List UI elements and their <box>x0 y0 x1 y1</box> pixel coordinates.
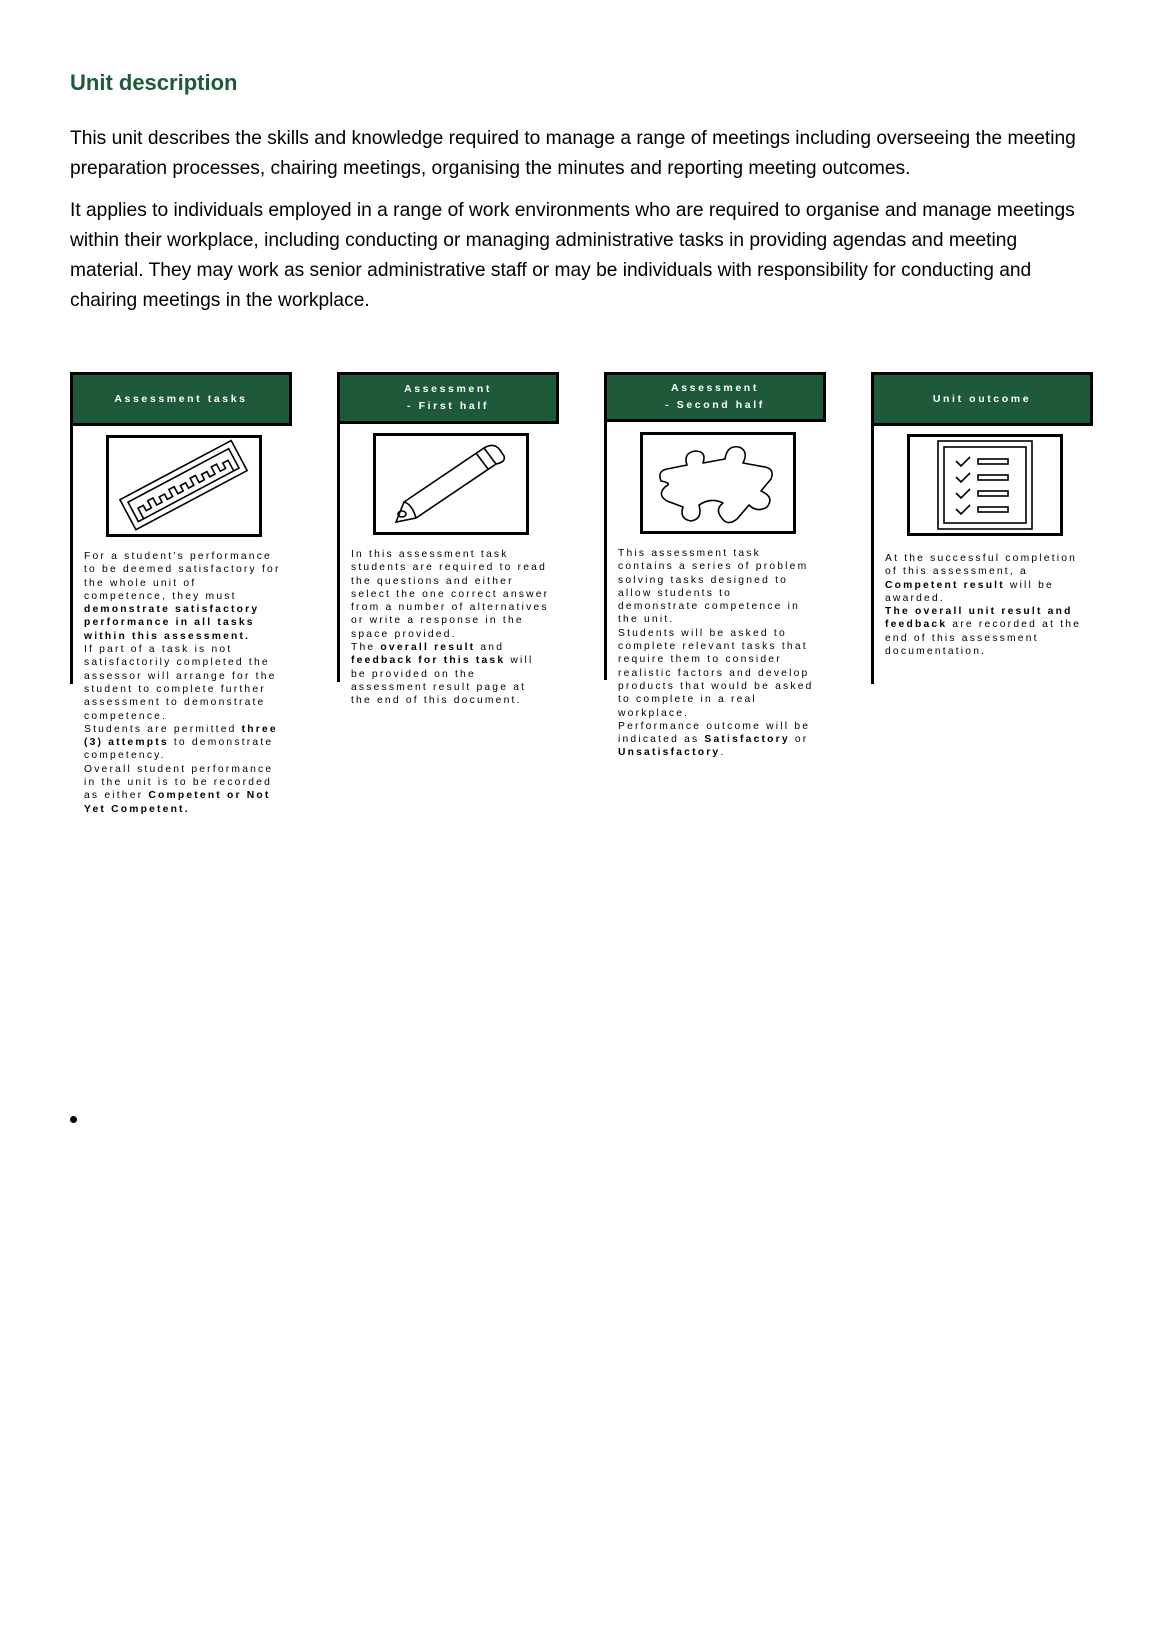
intro-paragraph-2: It applies to individuals employed in a range of work environments who are required to organise and manage meetings within their workplace, including conducting or managing administrative tasks in providing agendas and meeting material. They may work as senior administrative staff or may be individuals with responsibility for conducting and chairing meetings in the workplace. <box>70 200 1075 311</box>
column-paragraph <box>84 723 284 763</box>
body-text: will be awarded. <box>885 579 1054 604</box>
body-text: If part of a task is not satisfactorily completed the assessor will arrange for the student to complete further assessment to demonstrate competence. <box>84 644 277 722</box>
column-paragraph <box>84 550 284 643</box>
body-text: and <box>475 642 505 654</box>
body-text: are recorded at the end of this assessment documentation. <box>885 619 1082 658</box>
body-text: For a student’s performance to be deemed satisfactory for the whole unit of competence, they must <box>84 551 281 602</box>
column-header <box>604 372 826 422</box>
checklist-icon <box>907 434 1063 536</box>
intro-paragraph-1: This unit describes the skills and knowledge required to manage a range of meetings including overseeing the meeting preparation processes, chairing meetings, organising the minutes and reporting meeting outcomes. <box>70 128 1076 179</box>
puzzle-icon <box>640 432 796 534</box>
bold-text: Competent or Not Yet Competent. <box>84 790 271 815</box>
body-text: will be provided on the assessment result page at the end of this document. <box>351 655 534 707</box>
column-body <box>84 550 284 816</box>
body-text: This assessment task contains a series of problem solving tasks designed to allow students to demonstrate competence in the unit. <box>618 548 809 626</box>
body-text: to demonstrate competency. <box>84 737 274 762</box>
body-text: The <box>351 642 381 654</box>
bold-text: feedback for this task <box>351 655 506 667</box>
body-text: Overall student performance in the unit is to be recorded as either <box>84 763 274 802</box>
bold-text: Satisfactory <box>704 734 790 746</box>
column-paragraph <box>351 641 551 707</box>
body-text: Students will be asked to complete relevant tasks that require them to consider realistic factors and develop products that would be asked to complete in a real workplace. <box>618 627 814 719</box>
bold-text: Unsatisfactory <box>618 747 721 759</box>
bold-text: demonstrate satisfactory performance in all tasks within this assessment. <box>84 604 260 642</box>
bold-text: The overall unit result and feedback <box>885 606 1073 631</box>
column-header <box>70 372 292 426</box>
bold-text: Competent result <box>885 579 1005 591</box>
column-paragraph <box>885 605 1085 658</box>
column-paragraph <box>618 627 818 720</box>
body-text: In this assessment task students are required to read the questions and either select the one correct answer from a number of alternatives or write a response in the space provided. <box>351 549 550 640</box>
ruler-icon <box>106 435 262 537</box>
column-paragraph <box>885 552 1085 605</box>
column-paragraph <box>618 720 818 760</box>
body-text: At the successful completion of this assessment, a <box>885 553 1078 578</box>
body-text: . <box>720 747 726 759</box>
column-body <box>885 552 1085 658</box>
body-text: or <box>789 734 809 746</box>
column-body <box>618 547 818 760</box>
column-paragraph <box>84 763 284 816</box>
column-header-title: Assessment - Second half <box>665 382 765 411</box>
column-paragraph <box>618 547 818 627</box>
column-header-title: Assessment tasks <box>114 392 248 405</box>
column-paragraph <box>351 548 551 641</box>
body-text: Students are permitted <box>84 723 242 735</box>
column-header <box>871 372 1093 426</box>
bold-text: three (3) attempts <box>84 723 278 749</box>
column-paragraph <box>84 643 284 723</box>
column-header <box>337 372 559 424</box>
column-header-title: Assessment - First half <box>404 383 492 412</box>
bold-text: overall result <box>380 642 476 654</box>
column-body <box>351 548 551 708</box>
pencil-icon <box>373 433 529 535</box>
body-text: Performance outcome will be indicated as <box>618 720 811 746</box>
column-header-title: Unit outcome <box>932 392 1032 405</box>
page-title: Unit description <box>70 70 238 95</box>
list-bullet <box>70 1116 77 1123</box>
